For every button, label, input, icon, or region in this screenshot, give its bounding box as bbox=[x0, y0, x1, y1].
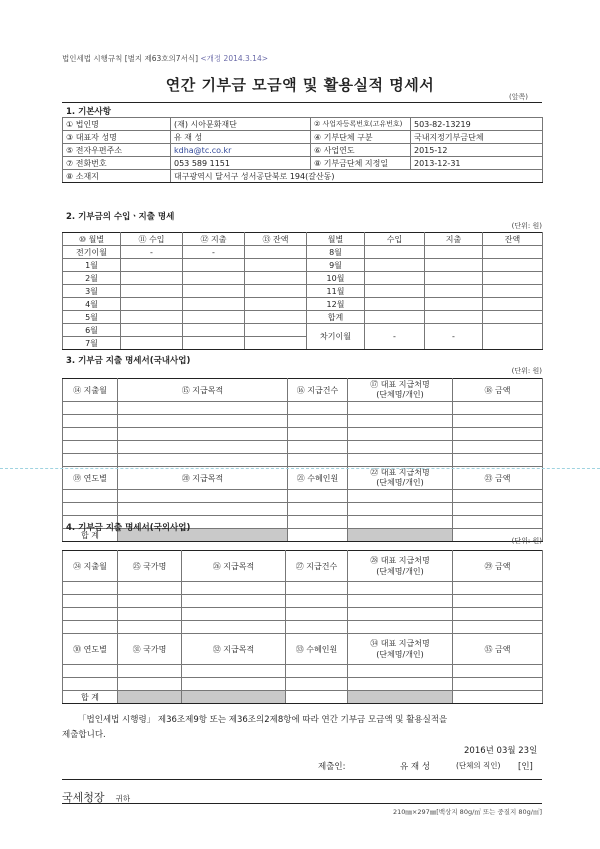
expense-cell[interactable]: - bbox=[183, 246, 245, 259]
shaded-cell bbox=[118, 691, 182, 704]
header-recipient-sub: (단체명/개인) bbox=[376, 567, 424, 576]
cell[interactable] bbox=[63, 595, 118, 608]
income-unit: (단위: 원) bbox=[511, 222, 542, 230]
cell[interactable] bbox=[182, 621, 286, 634]
value-email[interactable]: kdha@tc.co.kr bbox=[171, 144, 311, 157]
cell[interactable] bbox=[288, 415, 348, 428]
income-header-row bbox=[63, 233, 543, 246]
balance-cell[interactable] bbox=[245, 311, 307, 324]
expense-cell-right[interactable] bbox=[425, 259, 483, 272]
cell[interactable] bbox=[286, 582, 348, 595]
table-row bbox=[63, 490, 543, 503]
header-month: ⑩ 월별 bbox=[63, 233, 121, 246]
overseas-section-title: 4. 기부금 지출 명세서(국외사업) bbox=[66, 523, 191, 533]
income-row bbox=[63, 324, 543, 337]
expense-cell[interactable] bbox=[183, 272, 245, 285]
cell[interactable] bbox=[288, 428, 348, 441]
cell[interactable] bbox=[63, 490, 118, 503]
income-cell[interactable] bbox=[121, 285, 183, 298]
submitter-name[interactable]: 유 재 성 bbox=[400, 762, 431, 772]
cell[interactable] bbox=[63, 582, 118, 595]
cell[interactable] bbox=[118, 678, 182, 691]
header-recipient-2-label: ㉞ 대표 지급처명 bbox=[370, 639, 430, 648]
cell[interactable] bbox=[286, 665, 348, 678]
scan-guide-line bbox=[0, 468, 600, 469]
expense-cell-right[interactable] bbox=[425, 311, 483, 324]
header-country: ㉕ 국가명 bbox=[118, 551, 182, 582]
value-business-number[interactable]: 503-82-13219 bbox=[411, 118, 543, 131]
cell[interactable] bbox=[348, 402, 453, 415]
cell[interactable] bbox=[453, 595, 543, 608]
income-section-title: 2. 기부금의 수입ㆍ지출 명세 bbox=[66, 212, 175, 222]
basic-row bbox=[63, 170, 543, 183]
expense-cell-right[interactable] bbox=[425, 272, 483, 285]
total-count-cell[interactable] bbox=[288, 529, 348, 542]
cell[interactable] bbox=[348, 503, 453, 516]
basic-row bbox=[63, 157, 543, 170]
cell[interactable] bbox=[286, 621, 348, 634]
expense-cell-right[interactable] bbox=[425, 246, 483, 259]
header-balance: ⑬ 잔액 bbox=[245, 233, 307, 246]
header-expense: ⑫ 지출 bbox=[183, 233, 245, 246]
expense-cell-right[interactable] bbox=[425, 285, 483, 298]
cell[interactable] bbox=[453, 608, 543, 621]
income-row bbox=[63, 311, 543, 324]
cell[interactable] bbox=[118, 582, 182, 595]
overseas-total-row bbox=[63, 691, 543, 704]
cell[interactable] bbox=[288, 441, 348, 454]
income-cell-right[interactable] bbox=[365, 246, 425, 259]
month-cell: 1월 bbox=[63, 259, 121, 272]
shaded-cell bbox=[182, 691, 286, 704]
cell[interactable] bbox=[286, 595, 348, 608]
cell[interactable] bbox=[286, 678, 348, 691]
balance-cell[interactable] bbox=[245, 298, 307, 311]
header-recipient-2-sub: (단체명/개인) bbox=[376, 650, 424, 659]
carry-month-cell: 차기이월 bbox=[307, 324, 365, 350]
table-row bbox=[63, 621, 543, 634]
cell[interactable] bbox=[182, 665, 286, 678]
cell[interactable] bbox=[63, 503, 118, 516]
cell[interactable] bbox=[348, 428, 453, 441]
income-table bbox=[62, 232, 543, 350]
cell[interactable] bbox=[453, 516, 543, 529]
cell[interactable] bbox=[182, 582, 286, 595]
header-month-right: 월별 bbox=[307, 233, 365, 246]
balance-cell-right[interactable] bbox=[483, 259, 543, 272]
header-recipient-sub: (단체명/개인) bbox=[376, 390, 424, 399]
header-recipient bbox=[348, 379, 453, 402]
income-cell-right[interactable] bbox=[365, 298, 425, 311]
cell[interactable] bbox=[118, 490, 288, 503]
table-row bbox=[63, 608, 543, 621]
shaded-cell bbox=[348, 529, 453, 542]
page-side: (앞쪽) bbox=[509, 93, 528, 101]
cell[interactable] bbox=[348, 665, 453, 678]
month-cell: 전기이월 bbox=[63, 246, 121, 259]
table-row bbox=[63, 441, 543, 454]
cell[interactable] bbox=[63, 454, 118, 467]
signature-note: (단체의 직인) bbox=[456, 761, 501, 770]
value-corp-name[interactable]: (재) 시아문화재단 bbox=[171, 118, 311, 131]
header-beneficiaries: ㉑ 수혜인원 bbox=[288, 467, 348, 490]
value-org-type[interactable]: 국내지정기부금단체 bbox=[411, 131, 543, 144]
header-country-2: ㉛ 국가명 bbox=[118, 634, 182, 665]
seal-mark: [인] bbox=[518, 762, 533, 772]
balance-cell[interactable] bbox=[245, 246, 307, 259]
domestic-section-title: 3. 기부금 지출 명세서(국내사업) bbox=[66, 356, 191, 366]
header-amount-2: ㉓ 금액 bbox=[453, 467, 543, 490]
income-row bbox=[63, 246, 543, 259]
office-suffix: 귀하 bbox=[115, 794, 131, 803]
income-cell[interactable] bbox=[121, 337, 183, 350]
domestic-unit: (단위: 원) bbox=[511, 367, 542, 375]
cell[interactable] bbox=[453, 582, 543, 595]
income-cell-right[interactable] bbox=[365, 259, 425, 272]
month-cell: 6월 bbox=[63, 324, 121, 337]
income-cell[interactable] bbox=[121, 272, 183, 285]
domestic-header-row-2 bbox=[63, 467, 543, 490]
domestic-table bbox=[62, 378, 543, 542]
header-recipient-label: ⑰ 대표 지급처명 bbox=[370, 380, 430, 389]
label-phone: ⑦ 전화번호 bbox=[63, 157, 171, 170]
cell[interactable] bbox=[182, 608, 286, 621]
cell[interactable] bbox=[63, 621, 118, 634]
label-corp-name: ① 법인명 bbox=[63, 118, 171, 131]
value-designation-date[interactable]: 2013-12-31 bbox=[411, 157, 543, 170]
header-balance-right: 잔액 bbox=[483, 233, 543, 246]
table-row bbox=[63, 415, 543, 428]
cell[interactable] bbox=[63, 441, 118, 454]
cell[interactable] bbox=[63, 415, 118, 428]
cell[interactable] bbox=[63, 665, 118, 678]
income-row bbox=[63, 285, 543, 298]
table-row bbox=[63, 595, 543, 608]
expense-cell[interactable] bbox=[183, 285, 245, 298]
statement-line-1: 「법인세법 시행령」 제36조제9항 또는 제36조의2제8항에 따라 연간 기부금 모금액 및 활용실적을 bbox=[78, 715, 448, 725]
header-year: ⑲ 연도별 bbox=[63, 467, 118, 490]
domestic-total-label: 합 계 bbox=[63, 529, 118, 542]
month-cell: 3월 bbox=[63, 285, 121, 298]
income-cell-right[interactable] bbox=[365, 272, 425, 285]
value-fiscal-year[interactable]: 2015-12 bbox=[411, 144, 543, 157]
month-cell-right: 합계 bbox=[307, 311, 365, 324]
total-count-cell[interactable] bbox=[286, 691, 348, 704]
income-cell-right[interactable] bbox=[365, 311, 425, 324]
cell[interactable] bbox=[348, 621, 453, 634]
header-amount: ㉙ 금액 bbox=[453, 551, 543, 582]
income-cell[interactable]: - bbox=[121, 246, 183, 259]
cell[interactable] bbox=[453, 415, 543, 428]
income-row bbox=[63, 259, 543, 272]
cell[interactable] bbox=[118, 503, 288, 516]
balance-cell-right[interactable] bbox=[483, 272, 543, 285]
value-representative[interactable]: 유 재 성 bbox=[171, 131, 311, 144]
balance-cell[interactable] bbox=[245, 285, 307, 298]
header-recipient-2-label: ㉒ 대표 지급처명 bbox=[370, 468, 430, 477]
header-expense-right: 지출 bbox=[425, 233, 483, 246]
income-cell[interactable] bbox=[121, 324, 183, 337]
cell[interactable] bbox=[453, 490, 543, 503]
month-cell-right: 12월 bbox=[307, 298, 365, 311]
bottom-rule bbox=[62, 803, 542, 804]
overseas-header-row bbox=[63, 551, 543, 582]
header-purpose: ⑮ 지급목적 bbox=[118, 379, 288, 402]
expense-cell[interactable] bbox=[183, 259, 245, 272]
table-row bbox=[63, 503, 543, 516]
header-purpose-2: ⑳ 지급목적 bbox=[118, 467, 288, 490]
expense-cell[interactable] bbox=[183, 337, 245, 350]
carry-income-cell[interactable]: - bbox=[365, 324, 425, 350]
cell[interactable] bbox=[63, 428, 118, 441]
header-year: ㉚ 연도별 bbox=[63, 634, 118, 665]
balance-cell[interactable] bbox=[245, 337, 307, 350]
month-cell-right: 8월 bbox=[307, 246, 365, 259]
header-beneficiaries: ㉝ 수혜인원 bbox=[286, 634, 348, 665]
statement-line-2: 제출합니다. bbox=[62, 730, 106, 740]
cell[interactable] bbox=[348, 595, 453, 608]
label-designation-date: ⑧ 기부금단체 지정일 bbox=[311, 157, 411, 170]
table-row bbox=[63, 402, 543, 415]
submit-date: 2016년 03월 23일 bbox=[464, 746, 538, 756]
cell[interactable] bbox=[453, 441, 543, 454]
overseas-total-label: 합 계 bbox=[63, 691, 118, 704]
balance-cell[interactable] bbox=[245, 259, 307, 272]
cell[interactable] bbox=[348, 678, 453, 691]
cell[interactable] bbox=[453, 454, 543, 467]
cell[interactable] bbox=[453, 665, 543, 678]
header-recipient bbox=[348, 551, 453, 582]
cell[interactable] bbox=[453, 503, 543, 516]
cell[interactable] bbox=[118, 402, 288, 415]
table-row bbox=[63, 582, 543, 595]
expense-cell[interactable] bbox=[183, 311, 245, 324]
label-fiscal-year: ⑥ 사업연도 bbox=[311, 144, 411, 157]
basic-row bbox=[63, 131, 543, 144]
table-row bbox=[63, 454, 543, 467]
cell[interactable] bbox=[118, 621, 182, 634]
month-cell-right: 10월 bbox=[307, 272, 365, 285]
balance-cell-right[interactable] bbox=[483, 298, 543, 311]
cell[interactable] bbox=[288, 402, 348, 415]
cell[interactable] bbox=[118, 454, 288, 467]
header-recipient-2 bbox=[348, 634, 453, 665]
label-business-number: ② 사업자등록번호(고유번호) bbox=[311, 118, 411, 131]
month-cell: 4월 bbox=[63, 298, 121, 311]
header-recipient-2 bbox=[348, 467, 453, 490]
footer-rule bbox=[62, 779, 542, 780]
table-row bbox=[63, 678, 543, 691]
cell[interactable] bbox=[182, 678, 286, 691]
expense-cell[interactable] bbox=[183, 298, 245, 311]
cell[interactable] bbox=[118, 428, 288, 441]
total-amount-cell[interactable] bbox=[453, 691, 543, 704]
cell[interactable] bbox=[348, 582, 453, 595]
cell[interactable] bbox=[348, 454, 453, 467]
month-cell: 2월 bbox=[63, 272, 121, 285]
balance-cell-right[interactable] bbox=[483, 285, 543, 298]
page-title: 연간 기부금 모금액 및 활용실적 명세서 bbox=[165, 76, 435, 94]
balance-cell-right[interactable] bbox=[483, 311, 543, 324]
header-recipient-label: ㉘ 대표 지급처명 bbox=[370, 556, 430, 565]
balance-cell[interactable] bbox=[245, 324, 307, 337]
header-amount-2: ㉟ 금액 bbox=[453, 634, 543, 665]
paper-spec: 210㎜×297㎜[백상지 80g/㎡ 또는 중질지 80g/㎡] bbox=[392, 808, 542, 816]
header-income: ⑪ 수입 bbox=[121, 233, 183, 246]
table-row bbox=[63, 665, 543, 678]
basic-info-table bbox=[62, 117, 543, 183]
overseas-unit: (단위: 원) bbox=[511, 537, 542, 545]
cell[interactable] bbox=[348, 441, 453, 454]
month-cell-right: 11월 bbox=[307, 285, 365, 298]
month-cell-right: 9월 bbox=[307, 259, 365, 272]
cell[interactable] bbox=[288, 503, 348, 516]
header-purpose: ㉖ 지급목적 bbox=[182, 551, 286, 582]
regulation-header bbox=[62, 53, 268, 64]
income-row bbox=[63, 272, 543, 285]
cell[interactable] bbox=[348, 415, 453, 428]
expense-cell[interactable] bbox=[183, 324, 245, 337]
cell[interactable] bbox=[348, 516, 453, 529]
cell[interactable] bbox=[118, 441, 288, 454]
income-cell[interactable] bbox=[121, 311, 183, 324]
cell[interactable] bbox=[182, 595, 286, 608]
cell[interactable] bbox=[63, 402, 118, 415]
regulation-text: 법인세법 시행규칙 [별지 제63호의7서식] bbox=[62, 54, 198, 63]
basic-row bbox=[63, 144, 543, 157]
income-cell-right[interactable] bbox=[365, 285, 425, 298]
header-purpose-2: ㉜ 지급목적 bbox=[182, 634, 286, 665]
carry-expense-cell[interactable]: - bbox=[425, 324, 483, 350]
top-rule bbox=[62, 102, 542, 103]
header-expense-month: ㉔ 지출월 bbox=[63, 551, 118, 582]
cell[interactable] bbox=[348, 608, 453, 621]
label-representative: ③ 대표자 성명 bbox=[63, 131, 171, 144]
value-address[interactable]: 대구광역시 달서구 성서공단북로 194(갈산동) bbox=[171, 170, 543, 183]
cell[interactable] bbox=[453, 428, 543, 441]
domestic-header-row bbox=[63, 379, 543, 402]
cell[interactable] bbox=[118, 665, 182, 678]
header-income-right: 수입 bbox=[365, 233, 425, 246]
label-org-type: ④ 기부단체 구분 bbox=[311, 131, 411, 144]
office-name: 국세청장 bbox=[62, 791, 105, 804]
balance-cell-right[interactable] bbox=[483, 246, 543, 259]
header-recipient-2-sub: (단체명/개인) bbox=[376, 478, 424, 487]
cell[interactable] bbox=[118, 608, 182, 621]
cell[interactable] bbox=[118, 415, 288, 428]
income-row bbox=[63, 298, 543, 311]
submitter-label: 제출인: bbox=[318, 762, 346, 772]
cell[interactable] bbox=[453, 621, 543, 634]
month-cell: 5월 bbox=[63, 311, 121, 324]
expense-cell-right[interactable] bbox=[425, 298, 483, 311]
carry-balance-cell[interactable] bbox=[483, 324, 543, 350]
basic-row bbox=[63, 118, 543, 131]
cell[interactable] bbox=[63, 678, 118, 691]
label-email: ⑤ 전자우편주소 bbox=[63, 144, 171, 157]
cell[interactable] bbox=[453, 678, 543, 691]
value-phone[interactable]: 053 589 1151 bbox=[171, 157, 311, 170]
cell[interactable] bbox=[286, 608, 348, 621]
header-amount: ⑱ 금액 bbox=[453, 379, 543, 402]
cell[interactable] bbox=[453, 402, 543, 415]
header-count: ㉗ 지급건수 bbox=[286, 551, 348, 582]
cell[interactable] bbox=[348, 490, 453, 503]
basic-section-title: 1. 기본사항 bbox=[66, 107, 111, 117]
month-cell: 7월 bbox=[63, 337, 121, 350]
label-address: ⑧ 소재지 bbox=[63, 170, 171, 183]
header-count: ⑯ 지급건수 bbox=[288, 379, 348, 402]
shaded-cell bbox=[348, 691, 453, 704]
cell[interactable] bbox=[288, 454, 348, 467]
income-cell[interactable] bbox=[121, 298, 183, 311]
table-row bbox=[63, 428, 543, 441]
header-expense-month: ⑭ 지출월 bbox=[63, 379, 118, 402]
overseas-table bbox=[62, 550, 543, 704]
income-cell[interactable] bbox=[121, 259, 183, 272]
revision-text: <개정 2014.3.14> bbox=[200, 54, 269, 63]
cell[interactable] bbox=[288, 490, 348, 503]
overseas-header-row-2 bbox=[63, 634, 543, 665]
cell[interactable] bbox=[118, 595, 182, 608]
balance-cell[interactable] bbox=[245, 272, 307, 285]
cell[interactable] bbox=[288, 516, 348, 529]
cell[interactable] bbox=[63, 608, 118, 621]
